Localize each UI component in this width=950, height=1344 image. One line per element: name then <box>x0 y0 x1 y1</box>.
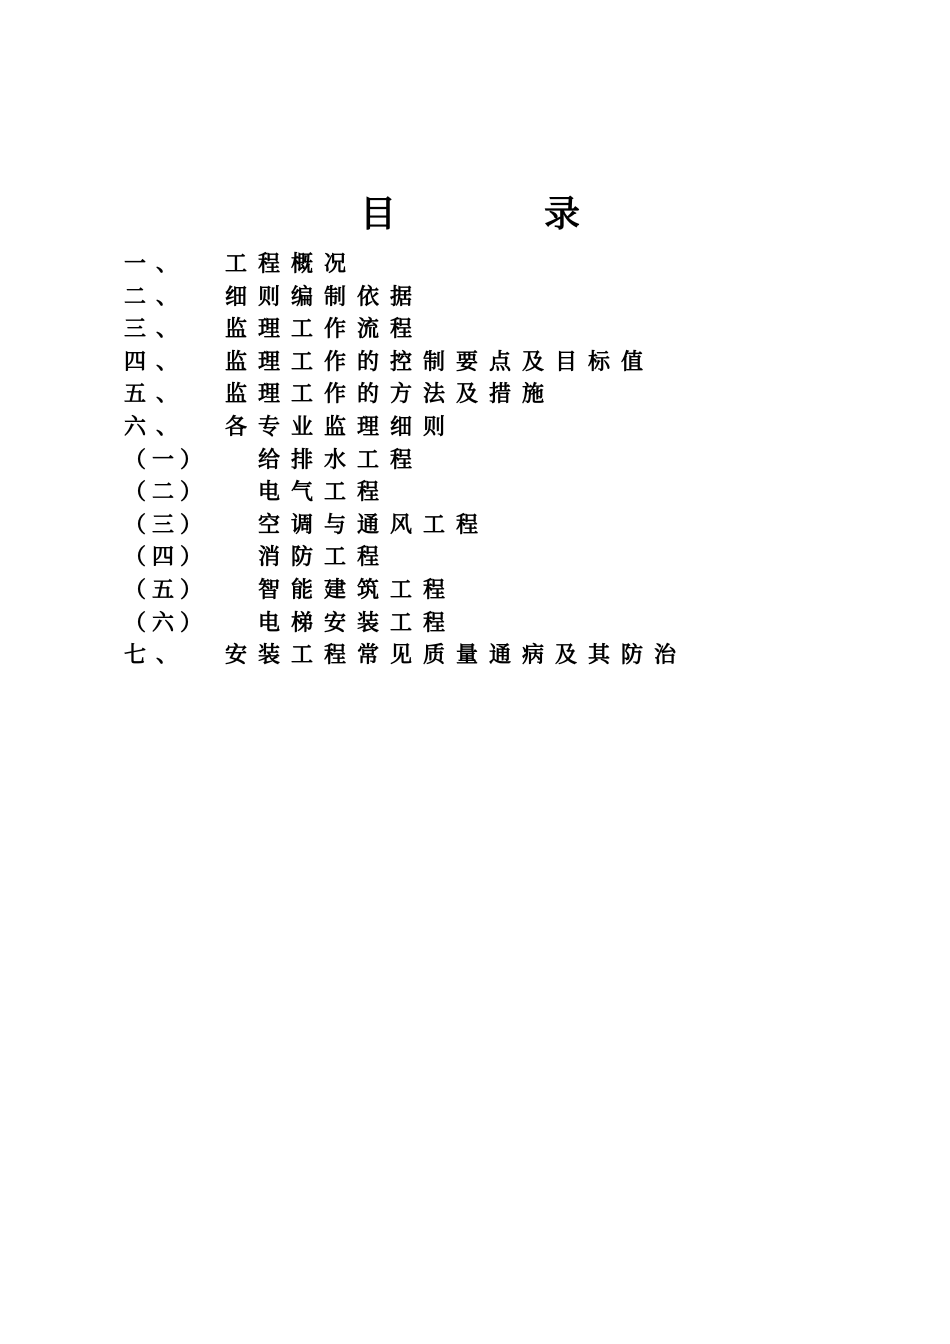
toc-subitem-text: 给排水工程 <box>258 447 424 473</box>
toc-item-text: 细则编制依据 <box>225 284 424 310</box>
toc-subitem-number: （六） <box>124 610 209 636</box>
toc-item <box>0 313 950 346</box>
toc-subitem <box>0 476 950 509</box>
toc-title <box>0 192 950 238</box>
toc-item <box>0 411 950 444</box>
toc-item-number: 七、 <box>124 643 189 669</box>
toc-item-text: 安装工程常见质量通病及其防治 <box>225 643 688 669</box>
toc-item-text: 监理工作流程 <box>225 317 424 343</box>
toc-subitem-text: 空调与通风工程 <box>258 512 490 538</box>
toc-item <box>0 378 950 411</box>
toc-item-number: 六、 <box>124 414 189 440</box>
toc-subitem-number: （二） <box>124 480 209 506</box>
toc-subitem <box>0 444 950 477</box>
toc-subitem <box>0 607 950 640</box>
toc-subitem-text: 智能建筑工程 <box>258 577 457 603</box>
toc-item-number: 一、 <box>124 252 189 277</box>
toc-item-number: 三、 <box>124 317 189 343</box>
toc-subitem-number: （五） <box>124 577 209 603</box>
toc-subitem-text: 消防工程 <box>258 545 391 571</box>
toc-list <box>0 248 950 672</box>
toc-item-text: 工程概况 <box>225 252 358 277</box>
title-char-1: 目 <box>360 194 397 235</box>
toc-item-text: 监理工作的方法及措施 <box>225 382 556 408</box>
toc-subitem-text: 电气工程 <box>258 480 391 506</box>
toc-subitem <box>0 541 950 574</box>
toc-item-text: 监理工作的控制要点及目标值 <box>225 349 655 375</box>
toc-item <box>0 281 950 314</box>
toc-subitem <box>0 509 950 542</box>
toc-item <box>0 639 950 672</box>
toc-item-number: 二、 <box>124 284 189 310</box>
toc-item <box>0 346 950 379</box>
toc-item-number: 四、 <box>124 349 189 375</box>
toc-item-text: 各专业监理细则 <box>225 414 457 440</box>
toc-item-number: 五、 <box>124 382 189 408</box>
toc-subitem-number: （四） <box>124 545 209 571</box>
toc-subitem-number: （一） <box>124 447 209 473</box>
title-char-2: 录 <box>544 194 581 235</box>
toc-item <box>0 248 950 281</box>
toc-subitem-number: （三） <box>124 512 209 538</box>
toc-subitem <box>0 574 950 607</box>
toc-subitem-text: 电梯安装工程 <box>258 610 457 636</box>
